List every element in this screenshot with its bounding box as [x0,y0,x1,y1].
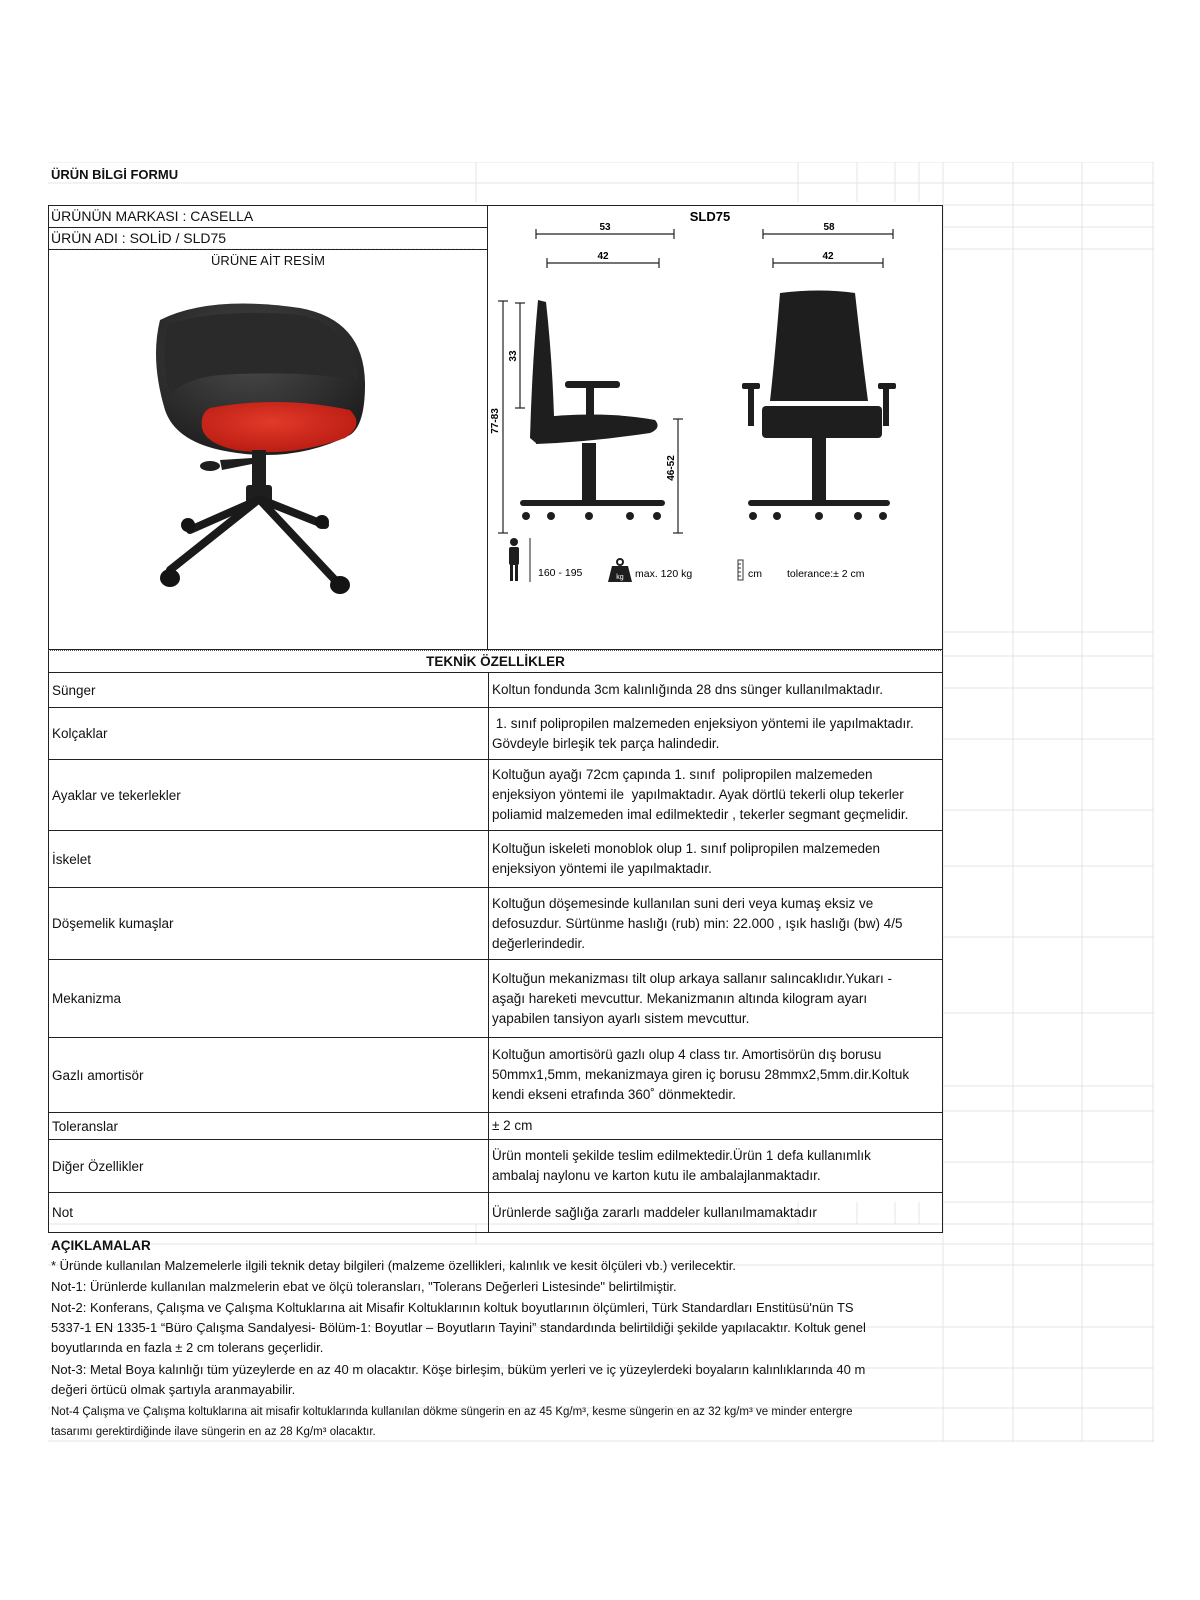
spec-desc-line: 50mmx1,5mm, mekanizmaya giren iç borusu 28mmx2,5mm.dir.Koltuk [492,1067,910,1082]
spec-desc [489,960,942,1037]
spec-row [48,708,943,760]
specs-title-cell [48,650,943,673]
technical-drawing [490,206,940,626]
spec-name: Diğer Özellikler [49,1140,489,1192]
spec-desc-line: 1. sınıf polipropilen malzemeden enjeksiyon yöntemi ile yapılmaktadır. [492,715,914,731]
spec-desc-line: enjeksiyon yöntemi ile yapılmaktadır. [492,861,712,876]
side-view-chair [520,300,665,520]
spec-row [48,673,943,708]
chair-base [170,500,335,580]
spec-desc-line: aşağı hareketi mevcuttur. Mekanizmanın altında kilogram ayarı [492,990,868,1006]
spec-row [48,831,943,888]
side-seat-width: 42 [597,251,609,262]
note-line: Not-4 Çalışma ve Çalışma koltuklarına ait misafir koltuklarında kullanılan dökme süngerin en az 45 Kg/m³, kesme süngerin en az 32 kg/m³ ve minder entergre [51,1406,853,1418]
spec-desc [489,708,942,759]
spec-name: İskelet [49,831,489,887]
spec-desc-line: ambalaj naylonu ve karton kutu ile ambalajlanmaktadır. [492,1168,821,1183]
image-label: ÜRÜNE AİT RESİM [211,253,325,268]
spec-desc-line: Koltuğun amortisörü gazlı olup 4 class tır. Amortisörün dış borusu [492,1047,882,1062]
note-line: 5337-1 EN 1335-1 “Büro Çalışma Sandalyesi- Bölüm-1: Boyutlar – Boyutların Tayini” standardında belirtildiği şekilde yapılacaktır. Koltuk genel [51,1320,866,1335]
spec-desc-line: Gövdeyle birleşik tek parça halindedir. [492,735,720,751]
user-height-range: 160 - 195 [538,567,583,579]
spec-name: Ayaklar ve tekerlekler [49,760,489,830]
weight-icon-label: kg [616,574,624,581]
note-line: * Üründe kullanılan Malzemelerle ilgili teknik detay bilgileri (malzeme özellikleri, kalınlık ve kesit ölçüleri vb.) verilecektir. [51,1258,736,1273]
spec-name: Not [49,1193,489,1232]
model-code: SLD75 [689,209,731,224]
brand-label: ÜRÜNÜN MARKASI : CASELLA [51,208,254,224]
specs-title: TEKNİK ÖZELLİKLER [426,654,565,669]
seat-height: 46-52 [666,455,677,481]
spec-desc [489,888,942,959]
note-line: Not-3: Metal Boya kalınlığı tüm yüzeylerde en az 40 m olacaktır. Köşe birleşim, büküm yerleri ve iç yüzeylerdeki boyaların kalınlıklarında 40 m [51,1362,866,1377]
spec-desc-line: Ürünlerde sağlığa zararlı maddeler kullanılmamaktadır [492,1204,817,1220]
person-icon [509,538,519,581]
tolerance-label: tolerance:± 2 cm [787,568,865,580]
spec-desc [489,1038,942,1112]
note-line: Not-2: Konferans, Çalışma ve Çalışma Koltuklarına ait Misafir Koltuklarının koltuk boyutlarının ölçümleri, Türk Standardları Enstitüsü'nün TS [51,1300,854,1315]
spec-desc [489,1113,942,1139]
form-title: ÜRÜN BİLGİ FORMU [51,167,179,182]
spec-row [48,1113,943,1140]
back-height: 33 [508,350,519,362]
product-name-label: ÜRÜN ADI : SOLİD / SLD75 [51,230,227,246]
brand-cell [48,205,488,228]
spec-desc-line: poliamid malzemeden imal edilmektedir , tekerler segmant geçmelidir. [492,807,909,822]
spec-desc-line: Koltuğun ayağı 72cm çapında 1. sınıf polipropilen malzemeden [492,767,873,782]
note-line: değeri örtücü olmak şartıyla aranmayabilir. [51,1382,296,1397]
spec-desc-line: değerlerindedir. [492,935,586,951]
spec-row [48,1038,943,1113]
ruler-icon [738,560,743,580]
note-line: boyutlarında en fazla ± 2 cm tolerans geçerlidir. [51,1340,324,1355]
weight-icon [608,559,632,582]
spec-name: Gazlı amortisör [49,1038,489,1112]
total-height: 77-83 [490,408,501,434]
spec-name: Kolçaklar [49,708,489,759]
front-top-width: 58 [823,222,835,233]
spec-row [48,760,943,831]
notes-title: AÇIKLAMALAR [51,1238,151,1253]
note-line: Not-1: Ürünlerde kullanılan malzmelerin ebat ve ölçü toleransları, "Tolerans Değerleri Listesinde" belirtilmiştir. [51,1279,677,1294]
chair-seat-cushion [202,402,357,452]
spec-desc-line: Ürün monteli şekilde teslim edilmektedir.Ürün 1 defa kullanımlık [492,1148,871,1163]
spec-desc [489,760,942,830]
product-photo [150,300,380,620]
spec-desc-line: Koltun fondunda 3cm kalınlığında 28 dns sünger kullanılmaktadır. [492,682,883,697]
note-line: tasarımı gerektirdiğinde ilave süngerin en az 28 Kg/m³ olacaktır. [51,1426,376,1438]
spec-desc [489,673,942,707]
spec-row [48,960,943,1038]
spec-desc [489,1140,942,1192]
spec-row [48,1140,943,1193]
spec-name: Döşemelik kumaşlar [49,888,489,959]
spec-desc-line: ± 2 cm [492,1118,533,1133]
spec-name: Toleranslar [49,1113,489,1139]
side-top-width: 53 [599,222,611,233]
spec-desc-line: Koltuğun iskeleti monoblok olup 1. sınıf polipropilen malzemeden [492,841,880,856]
spec-row [48,1193,943,1233]
spec-name: Sünger [49,673,489,707]
spec-desc-line: kendi ekseni etrafında 360˚ dönmektedir. [492,1087,736,1102]
spec-desc [489,1193,942,1232]
front-seat-width: 42 [822,251,834,262]
spec-desc-line: yapabilen tansiyon ayarlı sistem mevcuttur. [492,1010,750,1026]
spec-name: Mekanizma [49,960,489,1037]
spec-desc-line: defosuzdur. Sürtünme haslığı (rub) min: 22.000 , ışık haslığı (bw) 4/5 [492,915,903,931]
spec-desc-line: Koltuğun döşemesinde kullanılan suni deri veya kumaş eksiz ve [492,895,874,911]
product-name-cell [48,228,488,250]
spec-desc-line: Koltuğun mekanizması tilt olup arkaya sallanır salıncaklıdır.Yukarı - [492,970,892,986]
max-load: max. 120 kg [635,568,693,580]
spec-desc [489,831,942,887]
spec-desc-line: enjeksiyon yöntemi ile yapılmaktadır. Ayak dörtlü tekerli olup tekerler [492,787,904,802]
unit-label: cm [748,568,762,580]
front-view-chair [742,291,896,521]
spec-row [48,888,943,960]
